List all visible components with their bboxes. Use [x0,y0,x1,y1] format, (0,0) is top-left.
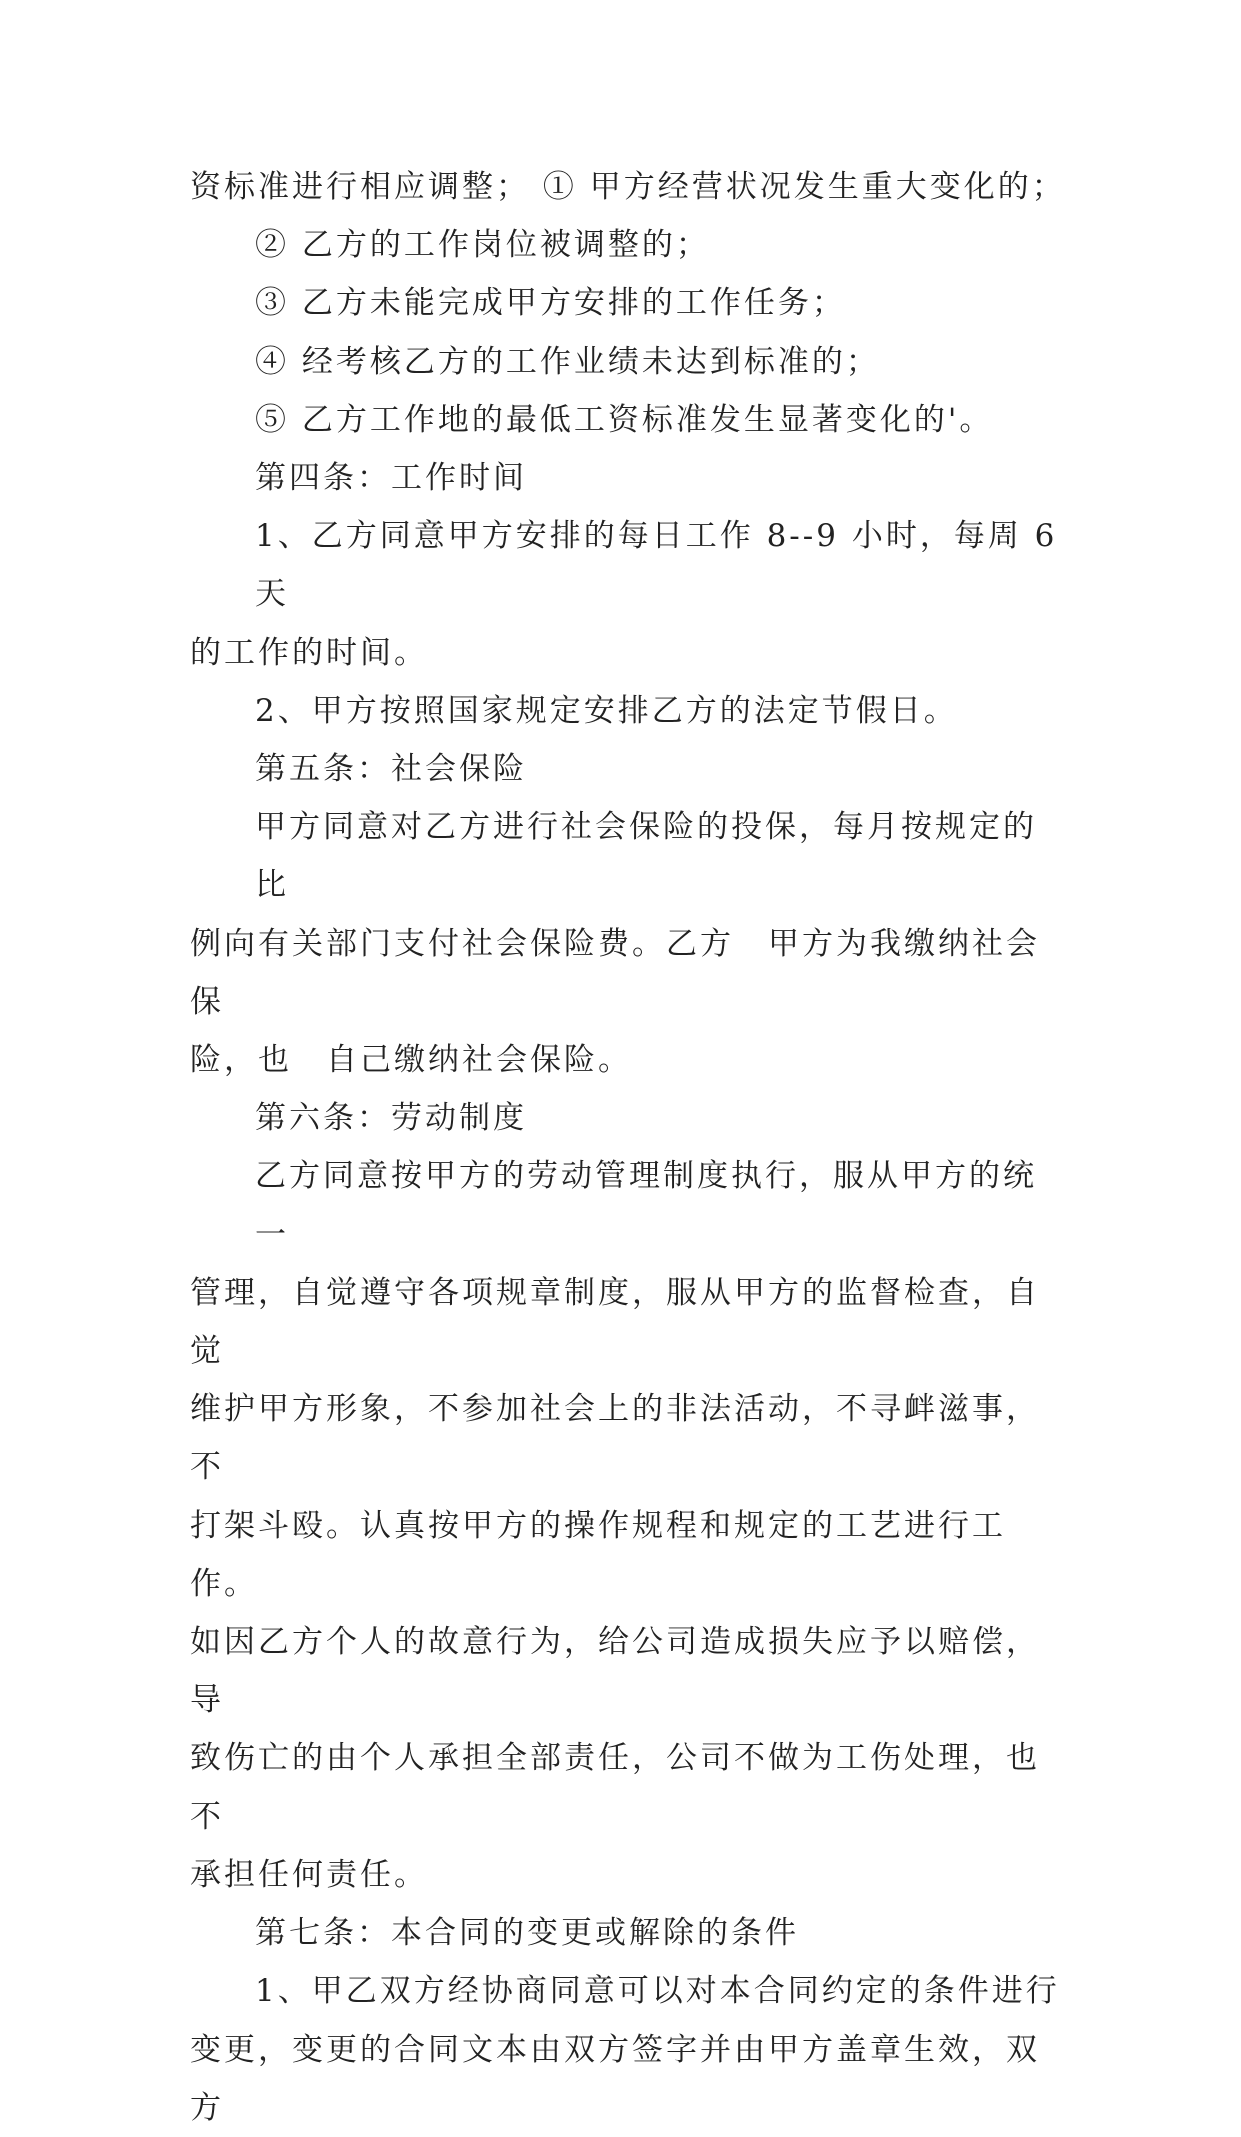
list-item: ② 乙方的工作岗位被调整的； [255,227,710,264]
text-line: 承担任何责任。 [190,1856,428,1893]
text-line: 变更，变更的合同文本由双方签字并由甲方盖章生效，双方 [190,2031,1040,2126]
text-line: 资标准进行相应调整； ① 甲方经营状况发生重大变化的； [190,169,1066,205]
text-line: 乙方同意按甲方的劳动管理制度执行，服从甲方的统一 [255,1158,1037,1253]
text-line: 1、甲乙双方经协商同意可以对本合同约定的条件进行 [255,1973,1060,2010]
text-line: 维护甲方形象，不参加社会上的非法活动，不寻衅滋事，不 [190,1391,1040,1486]
list-item: ④ 经考核乙方的工作业绩未达到标准的； [255,343,880,380]
text-line: 打架斗殴。认真按甲方的操作规程和规定的工艺进行工作。 [190,1507,1006,1602]
text-line: 的工作的时间。 [190,634,428,671]
section-heading: 第五条：社会保险 [255,751,527,788]
text-line: 例向有关部门支付社会保险费。乙方 甲方为我缴纳社会保 [190,925,1040,1020]
text-line: 甲方同意对乙方进行社会保险的投保，每月按规定的比 [255,809,1037,904]
section-heading: 第四条：工作时间 [255,460,527,497]
section-heading: 第六条：劳动制度 [255,1100,527,1137]
document-body [190,158,1070,2137]
list-item: ⑤ 乙方工作地的最低工资标准发生显著变化的'。 [255,401,994,438]
text-line: 险，也 自己缴纳社会保险。 [190,1042,632,1079]
text-line: 管理，自觉遵守各项规章制度，服从甲方的监督检查，自觉 [190,1274,1040,1370]
text-line: 如因乙方个人的故意行为，给公司造成损失应予以赔偿，导 [190,1624,1040,1719]
text-line: 致伤亡的由个人承担全部责任，公司不做为工伤处理，也不 [190,1740,1040,1835]
text-line: 1、乙方同意甲方安排的每日工作 8--9 小时，每周 6 天 [255,518,1058,613]
text-line: 2、甲方按照国家规定安排乙方的法定节假日。 [255,692,958,729]
list-item: ③ 乙方未能完成甲方安排的工作任务； [255,285,846,322]
section-heading: 第七条：本合同的变更或解除的条件 [255,1915,799,1952]
